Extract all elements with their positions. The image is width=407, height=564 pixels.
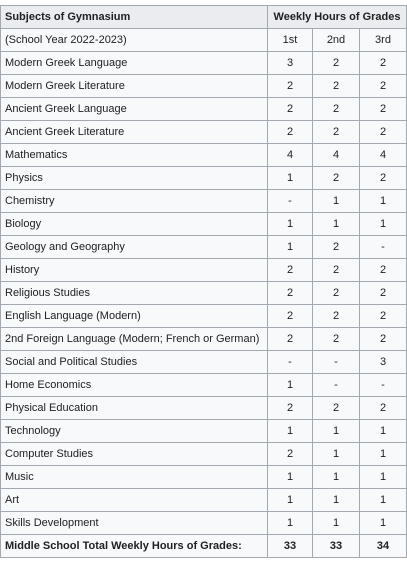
grade-3rd-cell: 1 [360,512,407,535]
grade-2nd-cell: 1 [313,213,360,236]
grade-3rd-cell: 2 [360,328,407,351]
grade-2nd-cell: 1 [313,443,360,466]
table-row [1,374,407,397]
grade-1st-cell: 1 [268,466,313,489]
grade-3rd-cell: 2 [360,75,407,98]
grade-2nd-cell: 2 [313,75,360,98]
grade-2nd-cell: - [313,351,360,374]
table-row [1,52,407,75]
total-3rd: 34 [360,535,407,558]
subject-cell: Physics [1,167,268,190]
grade-1st-cell: 2 [268,282,313,305]
grade-1st-cell: 1 [268,512,313,535]
subject-cell: Physical Education [1,397,268,420]
grade-1st-cell: 1 [268,489,313,512]
grade-2nd-cell: 1 [313,420,360,443]
grade-3rd-cell: 2 [360,397,407,420]
subject-cell: Modern Greek Literature [1,75,268,98]
grade-3rd-cell: 4 [360,144,407,167]
grade-3rd-cell: - [360,374,407,397]
table-row [1,351,407,374]
grade-3rd-cell: 2 [360,259,407,282]
grade-3rd-cell: 1 [360,489,407,512]
grade-3rd-cell: 1 [360,466,407,489]
subject-cell: Mathematics [1,144,268,167]
grade-1st-cell: 2 [268,121,313,144]
subject-cell: History [1,259,268,282]
table-row [1,397,407,420]
weekly-hours-header: Weekly Hours of Grades [268,6,407,29]
table-row [1,512,407,535]
table-row [1,420,407,443]
subject-cell: English Language (Modern) [1,305,268,328]
subject-cell: Art [1,489,268,512]
grade-2nd-cell: 1 [313,512,360,535]
subject-cell: Music [1,466,268,489]
total-row [1,535,407,558]
table-row [1,236,407,259]
table-row [1,75,407,98]
grade-1st-cell: 2 [268,75,313,98]
grade-1st-cell: 2 [268,328,313,351]
table-row [1,213,407,236]
grade-2nd-cell: - [313,374,360,397]
grade-3rd-cell: 1 [360,213,407,236]
header-row [1,6,407,29]
grade-3rd-cell: 2 [360,282,407,305]
grade-1st-cell: 4 [268,144,313,167]
subject-cell: 2nd Foreign Language (Modern; French or German) [1,328,268,351]
grade-3rd-header: 3rd [360,29,407,52]
subjects-header: Subjects of Gymnasium [1,6,268,29]
table-row [1,190,407,213]
grade-1st-cell: - [268,351,313,374]
grade-1st-cell: - [268,190,313,213]
table-row [1,167,407,190]
subject-cell: Chemistry [1,190,268,213]
subject-cell: Modern Greek Language [1,52,268,75]
grade-3rd-cell: 3 [360,351,407,374]
grade-2nd-cell: 2 [313,397,360,420]
table-row [1,121,407,144]
table-row [1,443,407,466]
grade-2nd-cell: 2 [313,328,360,351]
subject-cell: Technology [1,420,268,443]
subject-cell: Skills Development [1,512,268,535]
grade-1st-header: 1st [268,29,313,52]
subject-cell: Computer Studies [1,443,268,466]
grade-1st-cell: 2 [268,305,313,328]
grade-3rd-cell: 2 [360,52,407,75]
grade-3rd-cell: 2 [360,167,407,190]
grade-1st-cell: 2 [268,443,313,466]
grade-3rd-cell: 1 [360,443,407,466]
total-label: Middle School Total Weekly Hours of Grades: [1,535,268,558]
table-row [1,328,407,351]
table-row [1,259,407,282]
subject-cell: Religious Studies [1,282,268,305]
grade-2nd-cell: 4 [313,144,360,167]
weekly-hours-table [0,5,407,558]
grade-2nd-cell: 2 [313,259,360,282]
grade-2nd-header: 2nd [313,29,360,52]
grade-2nd-cell: 2 [313,52,360,75]
table-row [1,489,407,512]
grade-1st-cell: 1 [268,374,313,397]
grade-3rd-cell: 2 [360,121,407,144]
table-row [1,282,407,305]
total-1st: 33 [268,535,313,558]
grade-3rd-cell: - [360,236,407,259]
grade-1st-cell: 2 [268,397,313,420]
grade-2nd-cell: 1 [313,466,360,489]
grade-1st-cell: 2 [268,98,313,121]
subject-cell: Biology [1,213,268,236]
grade-3rd-cell: 1 [360,190,407,213]
grade-3rd-cell: 1 [360,420,407,443]
grade-1st-cell: 3 [268,52,313,75]
school-year-label: (School Year 2022-2023) [1,29,268,52]
subject-cell: Home Economics [1,374,268,397]
grade-1st-cell: 1 [268,213,313,236]
grade-2nd-cell: 2 [313,167,360,190]
total-2nd: 33 [313,535,360,558]
grade-2nd-cell: 2 [313,305,360,328]
subject-cell: Ancient Greek Literature [1,121,268,144]
table-row [1,98,407,121]
grade-2nd-cell: 1 [313,489,360,512]
grade-1st-cell: 2 [268,259,313,282]
grade-1st-cell: 1 [268,420,313,443]
grade-3rd-cell: 2 [360,98,407,121]
subject-cell: Social and Political Studies [1,351,268,374]
grade-1st-cell: 1 [268,236,313,259]
grade-2nd-cell: 2 [313,282,360,305]
table-row [1,305,407,328]
grade-2nd-cell: 2 [313,121,360,144]
grade-3rd-cell: 2 [360,305,407,328]
subject-cell: Ancient Greek Language [1,98,268,121]
school-year-row [1,29,407,52]
table-row [1,466,407,489]
grade-2nd-cell: 2 [313,98,360,121]
subject-cell: Geology and Geography [1,236,268,259]
grade-2nd-cell: 2 [313,236,360,259]
table-row [1,144,407,167]
grade-1st-cell: 1 [268,167,313,190]
grade-2nd-cell: 1 [313,190,360,213]
